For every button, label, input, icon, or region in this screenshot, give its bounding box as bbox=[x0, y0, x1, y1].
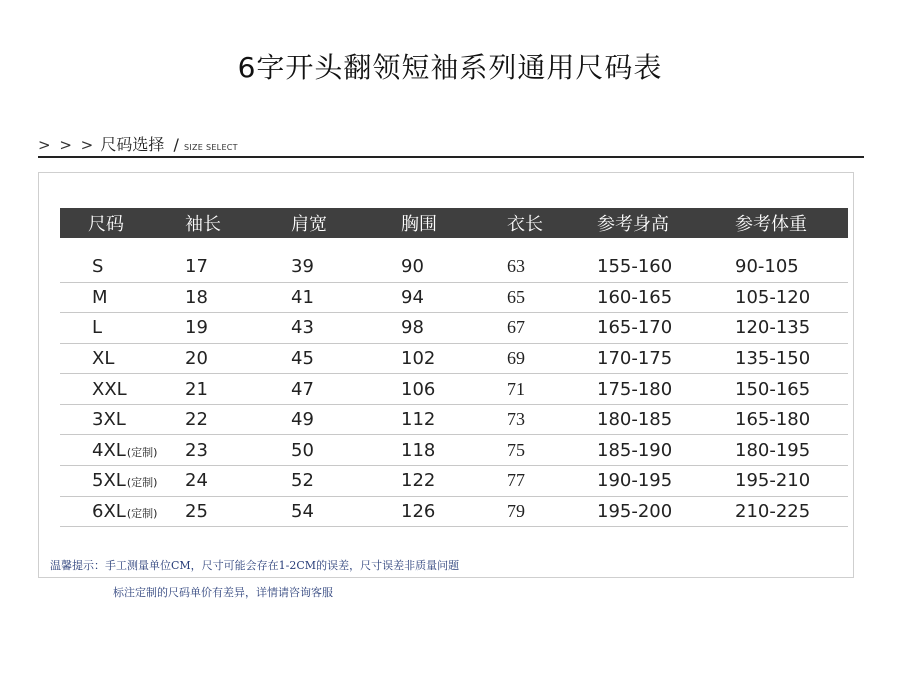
size-name: 6XL bbox=[92, 500, 126, 522]
cell-chest: 122 bbox=[395, 466, 503, 497]
cell-chest: 118 bbox=[395, 435, 503, 466]
size-table bbox=[60, 208, 848, 527]
cell-size bbox=[60, 496, 175, 527]
custom-tag: (定制) bbox=[126, 506, 158, 520]
cell-length: 71 bbox=[503, 374, 591, 405]
cell-sleeve: 20 bbox=[175, 343, 285, 374]
cell-height: 170-175 bbox=[591, 343, 729, 374]
cell-weight: 105-120 bbox=[729, 282, 848, 313]
size-name: 5XL bbox=[92, 470, 126, 492]
table-row bbox=[60, 496, 848, 527]
cell-height: 155-160 bbox=[591, 238, 729, 282]
cell-chest: 98 bbox=[395, 313, 503, 344]
arrow-prefix: > > > bbox=[38, 136, 96, 154]
header-weight: 参考体重 bbox=[729, 208, 848, 238]
cell-size bbox=[60, 238, 175, 282]
cell-sleeve: 24 bbox=[175, 466, 285, 497]
cell-size bbox=[60, 282, 175, 313]
cell-shoulder: 54 bbox=[285, 496, 395, 527]
cell-size bbox=[60, 466, 175, 497]
cell-height: 195-200 bbox=[591, 496, 729, 527]
cell-sleeve: 22 bbox=[175, 404, 285, 435]
table-row bbox=[60, 374, 848, 405]
section-sub-label: SIZE SELECT bbox=[183, 143, 238, 152]
table-row bbox=[60, 238, 848, 282]
section-label: 尺码选择 bbox=[100, 135, 165, 154]
size-name: XL bbox=[92, 347, 115, 369]
custom-tag: (定制) bbox=[126, 445, 158, 459]
cell-length: 63 bbox=[503, 238, 591, 282]
cell-length: 67 bbox=[503, 313, 591, 344]
header-shoulder: 肩宽 bbox=[285, 208, 395, 238]
cell-shoulder: 45 bbox=[285, 343, 395, 374]
cell-height: 190-195 bbox=[591, 466, 729, 497]
cell-weight: 135-150 bbox=[729, 343, 848, 374]
cell-height: 165-170 bbox=[591, 313, 729, 344]
cell-sleeve: 17 bbox=[175, 238, 285, 282]
cell-shoulder: 52 bbox=[285, 466, 395, 497]
cell-weight: 120-135 bbox=[729, 313, 848, 344]
cell-chest: 102 bbox=[395, 343, 503, 374]
table-row bbox=[60, 404, 848, 435]
section-header bbox=[38, 132, 864, 158]
cell-length: 75 bbox=[503, 435, 591, 466]
cell-height: 185-190 bbox=[591, 435, 729, 466]
cell-weight: 195-210 bbox=[729, 466, 848, 497]
header-height: 参考身高 bbox=[591, 208, 729, 238]
cell-chest: 94 bbox=[395, 282, 503, 313]
cell-size bbox=[60, 374, 175, 405]
section-slash: / bbox=[173, 135, 179, 154]
cell-shoulder: 49 bbox=[285, 404, 395, 435]
header-sleeve: 袖长 bbox=[175, 208, 285, 238]
header-chest: 胸围 bbox=[395, 208, 503, 238]
cell-shoulder: 50 bbox=[285, 435, 395, 466]
cell-sleeve: 18 bbox=[175, 282, 285, 313]
cell-size bbox=[60, 404, 175, 435]
cell-height: 180-185 bbox=[591, 404, 729, 435]
cell-sleeve: 21 bbox=[175, 374, 285, 405]
cell-shoulder: 39 bbox=[285, 238, 395, 282]
cell-height: 160-165 bbox=[591, 282, 729, 313]
table-header-row bbox=[60, 208, 848, 238]
cell-weight: 165-180 bbox=[729, 404, 848, 435]
size-name: S bbox=[92, 256, 104, 278]
cell-height: 175-180 bbox=[591, 374, 729, 405]
cell-weight: 90-105 bbox=[729, 238, 848, 282]
cell-chest: 126 bbox=[395, 496, 503, 527]
table-row bbox=[60, 343, 848, 374]
cell-weight: 210-225 bbox=[729, 496, 848, 527]
cell-chest: 90 bbox=[395, 238, 503, 282]
cell-sleeve: 23 bbox=[175, 435, 285, 466]
cell-chest: 112 bbox=[395, 404, 503, 435]
custom-size-note: 标注定制的尺码单价有差异，详情请咨询客服 bbox=[113, 586, 333, 599]
cell-length: 65 bbox=[503, 282, 591, 313]
cell-size bbox=[60, 435, 175, 466]
cell-length: 77 bbox=[503, 466, 591, 497]
cell-sleeve: 19 bbox=[175, 313, 285, 344]
cell-shoulder: 43 bbox=[285, 313, 395, 344]
size-name: L bbox=[92, 317, 103, 339]
cell-sleeve: 25 bbox=[175, 496, 285, 527]
header-size: 尺码 bbox=[60, 208, 175, 238]
tip-note: 温馨提示：手工测量单位CM，尺寸可能会存在1-2CM的误差，尺寸误差非质量问题 bbox=[50, 559, 460, 572]
page-title: 6字开头翻领短袖系列通用尺码表 bbox=[237, 51, 663, 84]
table-row bbox=[60, 435, 848, 466]
cell-shoulder: 41 bbox=[285, 282, 395, 313]
cell-chest: 106 bbox=[395, 374, 503, 405]
table-row bbox=[60, 466, 848, 497]
cell-shoulder: 47 bbox=[285, 374, 395, 405]
size-name: 3XL bbox=[92, 409, 126, 431]
header-length: 衣长 bbox=[503, 208, 591, 238]
table-row bbox=[60, 313, 848, 344]
size-name: 4XL bbox=[92, 439, 126, 461]
cell-length: 79 bbox=[503, 496, 591, 527]
cell-weight: 180-195 bbox=[729, 435, 848, 466]
cell-weight: 150-165 bbox=[729, 374, 848, 405]
cell-size bbox=[60, 313, 175, 344]
custom-tag: (定制) bbox=[126, 476, 158, 490]
size-name: M bbox=[92, 286, 108, 308]
size-name: XXL bbox=[92, 378, 127, 400]
cell-length: 69 bbox=[503, 343, 591, 374]
cell-length: 73 bbox=[503, 404, 591, 435]
table-row bbox=[60, 282, 848, 313]
cell-size bbox=[60, 343, 175, 374]
